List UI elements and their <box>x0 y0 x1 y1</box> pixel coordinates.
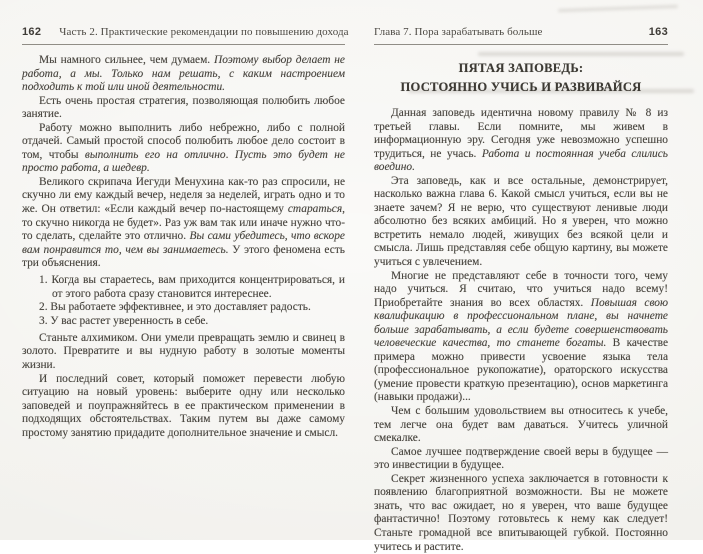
paragraph <box>374 175 668 270</box>
right-page-number: 163 <box>648 26 668 38</box>
left-page <box>22 26 349 440</box>
italic-text-run: Повышая свою квалификацию в профессиональном плане, вы начнете больше зарабатывать, а если будете совершенствовать человеческие качества, то станете богаты. <box>374 296 668 350</box>
paragraph <box>22 95 345 122</box>
italic-text-run: Работа и постоянная учеба слились воедино. <box>374 147 668 174</box>
italic-text-run: выполнить его на отлично <box>84 148 226 161</box>
scan-smudge <box>558 5 678 12</box>
paragraph <box>22 176 345 271</box>
text-run: 2. Вы работаете эффективнее, и это доставляет радость. <box>39 301 311 314</box>
list-item <box>39 315 345 329</box>
paragraph <box>374 107 668 175</box>
right-page-body <box>374 107 668 554</box>
text-run: , то скучно никогда не будет». Раз уж вам так или иначе нужно что-то сделать, сделайте это отлично. <box>22 203 345 243</box>
left-header-rule <box>22 44 345 45</box>
text-run: В качестве примера можно привести усвоение языка тела (профессиональное рукопожатие), ораторского искусства (умение провести краткую презентацию), основ маркетинга (навыки продажи)... <box>374 337 668 404</box>
text-run: И последний совет, который поможет перевести любую ситуацию на новый уровень: выберите одну или несколько заповедей и поупражняйтесь в ее практическом применении в подходящих обстоятельствах. Таким путем вы даже самому простому занятию придадите дополнительное значение и смысл. <box>22 372 345 439</box>
numbered-list <box>39 274 345 328</box>
right-page-header <box>374 26 668 44</box>
right-page <box>374 26 668 554</box>
text-run: Станьте алхимиком. Они умели превращать землю и свинец в золото. Превратите и вы нудную работу в золотые моменты жизни. <box>22 331 345 372</box>
right-header-rule <box>374 44 668 45</box>
right-running-head: Глава 7. Пора зарабатывать больше <box>374 26 543 38</box>
paragraph <box>22 373 345 441</box>
list-item <box>39 274 345 301</box>
paragraph <box>374 446 668 473</box>
text-run: Самое лучшее подтверждение своей веры в будущее — это инвестиции в будущее. <box>374 445 668 472</box>
paragraph <box>374 405 668 446</box>
left-page-header <box>22 26 349 44</box>
text-run: Чем с большим удовольствием вы относитесь к учебе, тем легче она будет вам даваться. Учитесь уличной смекалке. <box>374 405 668 445</box>
paragraph <box>22 122 345 176</box>
text-run: Секрет жизненного успеха заключается в готовности к появлению благоприятной возможности. Вы не можете знать, что вас ожидает, но я уверен, что ваше будущее фантастично! Поэтому готовьтесь к нему как следует! Станьте громадной все впитывающей губкой. Постоянно учитесь и растите. <box>374 472 668 553</box>
list-item <box>39 301 345 315</box>
text-run: Мы намного сильнее, чем думаем. <box>39 54 215 66</box>
italic-text-run: Пусть это будет не просто работа, а шедевр. <box>22 148 345 175</box>
text-run: Великого скрипача Иегуди Менухина как-то раз спросили, не скучно ли ему каждый вечер, неделя за неделей, играть одно и то же. Он ответил: «Если каждый вечер по-настоящему <box>22 175 345 216</box>
text-run: 3. У вас растет уверенность в себе. <box>39 314 209 327</box>
text-run: . <box>225 148 235 161</box>
chapter-title <box>374 59 668 96</box>
text-run: У этого феномена есть три объяснения. <box>22 243 345 270</box>
paragraph <box>374 473 668 554</box>
text-run: Эта заповедь, как и все остальные, демонстрирует, насколько важна глава 6. Какой смысл учиться, если вы не знаете зачем? Я не верю, что существуют ленивые люди абсолютно без всяких амбиций. Но я уверен, что можно встретить немало людей, живущих без всякой цели и смысла. Лишь представляя себе общую картину, вы можете учиться с увлечением. <box>374 174 668 269</box>
text-run: Работу можно выполнить либо небрежно, либо с полной отдачей. Самый простой способ полюбить любое дело состоит в том, чтобы <box>22 121 345 161</box>
paragraph <box>22 332 345 373</box>
left-page-number: 162 <box>22 26 42 38</box>
chapter-title-line1: ПЯТАЯ ЗАПОВЕДЬ: <box>458 61 584 75</box>
chapter-title-line2: ПОСТОЯННО УЧИСЬ И РАЗВИВАЙСЯ <box>400 79 642 94</box>
italic-text-run: стараться <box>287 203 343 216</box>
italic-text-run: Поэтому выбор делает не работа, а мы. Только нам решать, с каким настроением подходить к той или иной деятельности. <box>22 54 345 94</box>
text-run: Данная заповедь идентична новому правилу № 8 из третьей главы. Если помните, мы живем в информационную эру. Сегодня уже невозможно успешно трудиться, не учась. <box>374 107 668 160</box>
text-run: 1. Когда вы стараетесь, вам приходится концентрироваться, и от этого работа сразу становится интереснее. <box>39 274 345 300</box>
text-run: Многие не представляют себе в точности того, чему надо учиться. Я считаю, что учиться надо всему! Приобретайте знания во всех областях. <box>374 269 668 309</box>
paragraph <box>374 270 668 405</box>
left-running-head: Часть 2. Практические рекомендации по повышению дохода <box>59 26 349 38</box>
left-page-body <box>22 54 345 440</box>
italic-text-run: Вы сами убедитесь, что вскоре вам понравится то, чем вы занимаетесь. <box>22 230 345 256</box>
paragraph <box>22 54 345 95</box>
text-run: Есть очень простая стратегия, позволяющая полюбить любое занятие. <box>22 94 345 121</box>
